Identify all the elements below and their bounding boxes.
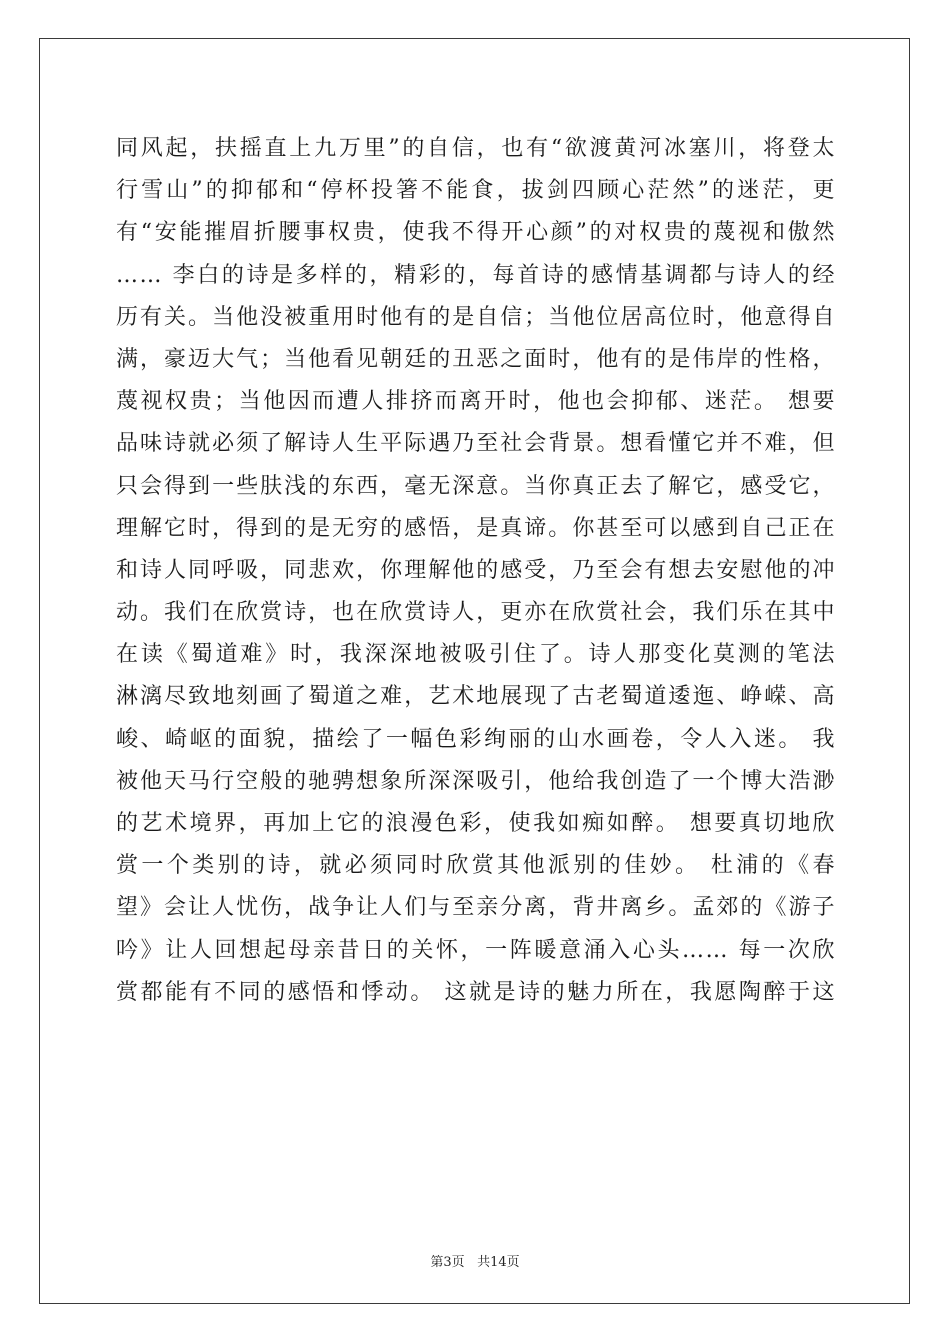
text-line: 满，豪迈大气；当他看见朝廷的丑恶之面时，他有的是伟岸的性格， xyxy=(116,346,836,372)
text-line: 品味诗就必须了解诗人生平际遇乃至社会背景。想看懂它并不难，但 xyxy=(116,431,836,457)
text-line: …… 李白的诗是多样的，精彩的，每首诗的感情基调都与诗人的经 xyxy=(116,262,836,288)
text-line: 赏都能有不同的感悟和悸动。 这就是诗的魅力所在，我愿陶醉于这 xyxy=(116,979,836,1005)
text-line: 理解它时，得到的是无穷的感悟，是真谛。你甚至可以感到自己正在 xyxy=(116,515,836,541)
total-pages-suffix: 页 xyxy=(506,1255,520,1270)
text-line: 有“安能摧眉折腰事权贵，使我不得开心颜”的对权贵的蔑视和傲然 xyxy=(116,220,836,246)
page-footer xyxy=(0,1251,950,1270)
text-line: 望》会让人忧伤，战争让人们与至亲分离，背井离乡。孟郊的《游子 xyxy=(116,895,836,921)
text-line: 的艺术境界，再加上它的浪漫色彩，使我如痴如醉。 想要真切地欣 xyxy=(116,811,836,836)
text-line: 被他天马行空般的驰骋想象所深深吸引，他给我创造了一个博大浩渺 xyxy=(116,768,836,794)
text-line: 和诗人同呼吸，同悲欢，你理解他的感受，乃至会有想去安慰他的冲 xyxy=(116,557,836,583)
text-line: 同风起，扶摇直上九万里”的自信，也有“欲渡黄河冰塞川，将登太 xyxy=(116,136,836,161)
text-line: 蔑视权贵；当他因而遭人排挤而离开时，他也会抑郁、迷茫。 想要 xyxy=(116,389,836,415)
page-number-prefix: 第 xyxy=(430,1255,444,1270)
page-number-suffix: 页 xyxy=(451,1255,465,1270)
text-line: 峻、崎岖的面貌，描绘了一幅色彩绚丽的山水画卷，令人入迷。 我 xyxy=(116,726,836,752)
total-pages-prefix: 共 xyxy=(477,1255,491,1270)
text-line: 在读《蜀道难》时，我深深地被吸引住了。诗人那变化莫测的笔法 xyxy=(116,642,836,668)
text-line: 赏一个类别的诗，就必须同时欣赏其他派别的佳妙。 杜浦的《春 xyxy=(116,853,836,879)
total-pages: 14 xyxy=(490,1255,507,1270)
document-body xyxy=(116,128,836,1014)
text-line: 淋漓尽致地刻画了蜀道之难，艺术地展现了古老蜀道逶迤、峥嵘、高 xyxy=(116,684,836,710)
page-number: 3 xyxy=(443,1255,452,1270)
text-line: 行雪山”的抑郁和“停杯投箸不能食，拔剑四顾心茫然”的迷茫，更 xyxy=(116,178,836,204)
text-line: 吟》让人回想起母亲昔日的关怀，一阵暖意涌入心头…… 每一次欣 xyxy=(116,937,836,963)
text-line: 只会得到一些肤浅的东西，毫无深意。当你真正去了解它，感受它， xyxy=(116,473,836,499)
text-line: 历有关。当他没被重用时他有的是自信；当他位居高位时，他意得自 xyxy=(116,304,836,330)
text-line: 动。我们在欣赏诗，也在欣赏诗人，更亦在欣赏社会，我们乐在其中 xyxy=(116,600,836,626)
